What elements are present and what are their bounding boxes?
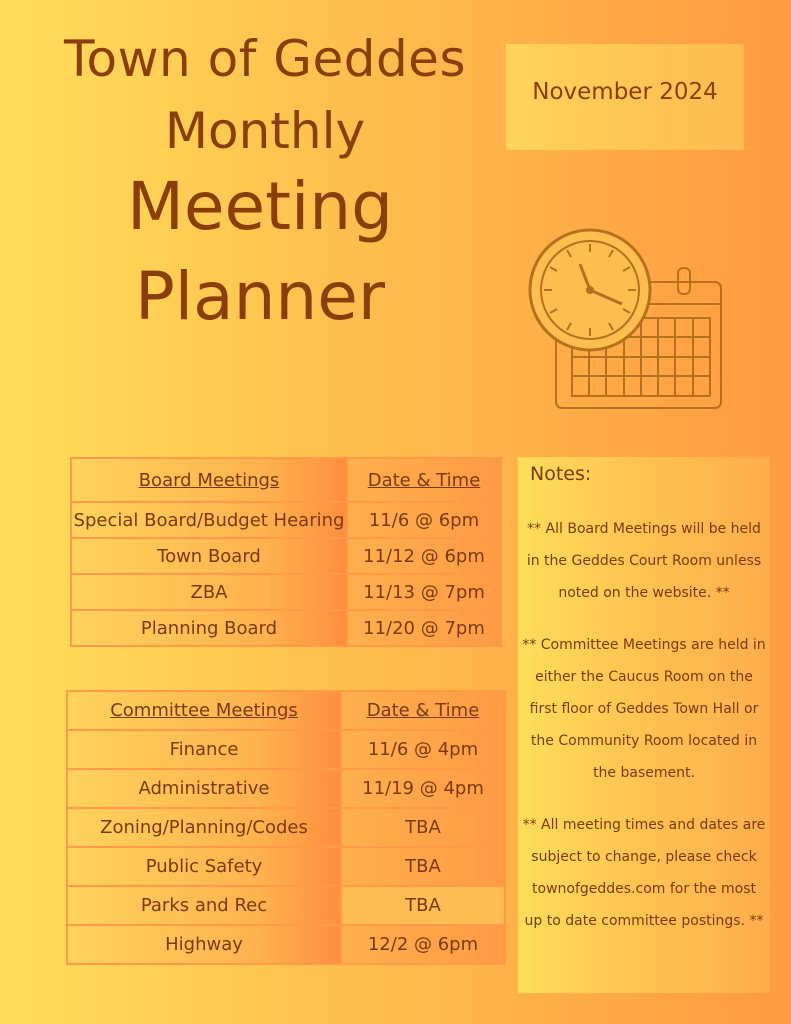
meeting-name: Finance xyxy=(67,730,341,769)
clock-calendar-icon xyxy=(528,228,728,414)
table-row xyxy=(67,925,505,964)
notes-title: Notes: xyxy=(530,463,592,485)
notes-panel xyxy=(518,457,770,993)
title-line-3: Meeting xyxy=(126,168,394,245)
meeting-name: Special Board/Budget Hearing xyxy=(71,502,347,538)
table-row xyxy=(67,730,505,769)
table-row xyxy=(67,769,505,808)
meeting-datetime: TBA xyxy=(341,886,505,925)
table-row xyxy=(71,538,501,574)
meeting-name: Town Board xyxy=(71,538,347,574)
meeting-datetime: 11/20 @ 7pm xyxy=(347,610,501,646)
meeting-name: Zoning/Planning/Codes xyxy=(67,808,341,847)
meeting-name: Administrative xyxy=(67,769,341,808)
meeting-name: Parks and Rec xyxy=(67,886,341,925)
meeting-datetime: 12/2 @ 6pm xyxy=(341,925,505,964)
meeting-name: Highway xyxy=(67,925,341,964)
note-schedule-changes: ** All meeting times and dates are subject to change, please check townofgeddes.com for the most up to date committee postings. ** xyxy=(522,817,766,929)
meeting-datetime: 11/12 @ 6pm xyxy=(347,538,501,574)
table-row xyxy=(67,886,505,925)
title-line-1: Town of Geddes xyxy=(64,30,466,88)
meeting-name: ZBA xyxy=(71,574,347,610)
column-header-meeting: Committee Meetings xyxy=(67,691,341,730)
meeting-datetime: 11/13 @ 7pm xyxy=(347,574,501,610)
board-meetings-table xyxy=(70,457,502,647)
note-committee-meetings: ** Committee Meetings are held in either the Caucus Room on the first floor of Geddes Town Hall or the Community Room located in the basement. xyxy=(522,637,766,781)
title-line-2: Monthly xyxy=(164,102,366,160)
title-line-4: Planner xyxy=(135,258,385,335)
table-row xyxy=(67,808,505,847)
table-row xyxy=(71,502,501,538)
meeting-datetime: 11/6 @ 4pm xyxy=(341,730,505,769)
meeting-datetime: 11/6 @ 6pm xyxy=(347,502,501,538)
month-label: November 2024 xyxy=(532,79,718,105)
table-header-row xyxy=(67,691,505,730)
meeting-name: Public Safety xyxy=(67,847,341,886)
meeting-datetime: TBA xyxy=(341,808,505,847)
column-header-datetime: Date & Time xyxy=(341,691,505,730)
table-row xyxy=(67,847,505,886)
table-row xyxy=(71,574,501,610)
meeting-datetime: TBA xyxy=(341,847,505,886)
table-row xyxy=(71,610,501,646)
committee-meetings-table xyxy=(66,690,506,965)
note-board-meetings: ** All Board Meetings will be held in the Geddes Court Room unless noted on the website. ** xyxy=(526,521,762,601)
meeting-name: Planning Board xyxy=(71,610,347,646)
column-header-datetime: Date & Time xyxy=(347,458,501,502)
month-box xyxy=(506,44,744,150)
column-header-meeting: Board Meetings xyxy=(71,458,347,502)
table-header-row xyxy=(71,458,501,502)
meeting-datetime: 11/19 @ 4pm xyxy=(341,769,505,808)
